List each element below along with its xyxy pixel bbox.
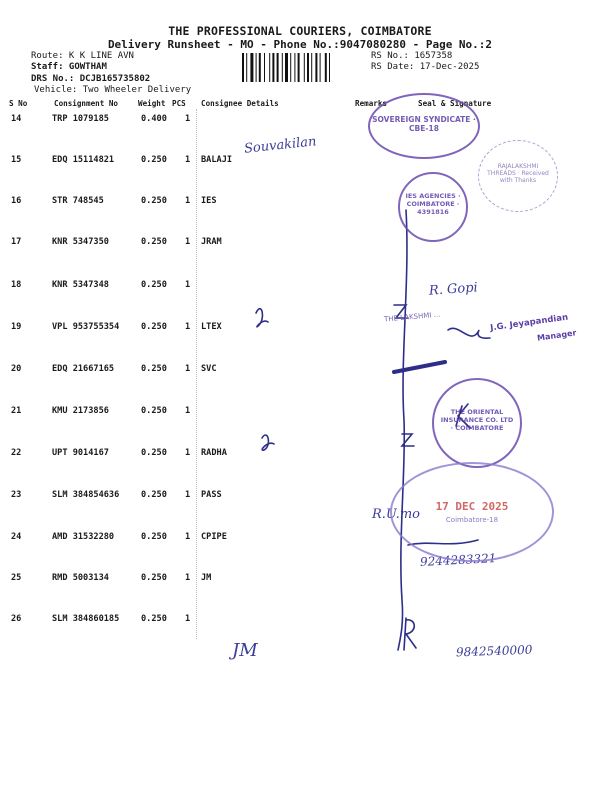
row-sno: 22 <box>11 448 22 458</box>
row-pcs: 1 <box>185 532 191 542</box>
staff-label: Staff: GOWTHAM <box>31 62 107 72</box>
row-weight: 0.250 <box>141 237 167 247</box>
remarks-vertical-stroke <box>398 210 407 650</box>
column-header-weight: Weight <box>138 99 166 108</box>
initial-row19 <box>256 309 268 327</box>
row-pcs: 1 <box>185 406 191 416</box>
phone-row26: 9842540000 <box>455 642 533 660</box>
row-sno: 19 <box>11 322 22 332</box>
row-consignee: CPIPE <box>201 532 227 542</box>
row-consignee: IES <box>201 196 217 206</box>
row-weight: 0.250 <box>141 614 167 624</box>
column-header-seal: Seal & Signature <box>418 99 492 108</box>
document-title: THE PROFESSIONAL COURIERS, COIMBATORE <box>168 24 432 38</box>
column-header-pcs: PCS <box>172 99 186 108</box>
row-pcs: 1 <box>185 490 191 500</box>
row-consignment-no: STR 748545 <box>52 196 104 206</box>
sovereign-stamp <box>368 93 480 159</box>
document-subtitle: Delivery Runsheet - MO - Phone No.:9047080280 - Page No.:2 <box>107 38 493 51</box>
row-sno: 24 <box>11 532 22 542</box>
row-pcs: 1 <box>185 155 191 165</box>
row-pcs: 1 <box>185 280 191 290</box>
date-stamp <box>390 462 554 562</box>
row-sno: 14 <box>11 114 22 124</box>
column-header-consignee: Consignee Details <box>201 99 279 108</box>
row-weight: 0.250 <box>141 448 167 458</box>
manager-stamp: Manager <box>536 328 577 343</box>
lakshmi-stamp-text: THE LAKSHMI ... <box>383 310 441 324</box>
row-sno: 17 <box>11 237 22 247</box>
oriental-stamp-text: THE ORIENTAL INSURANCE CO. LTD · COIMBATORE <box>440 408 514 432</box>
row-sno: 18 <box>11 280 22 290</box>
row-consignment-no: KMU 2173856 <box>52 406 109 416</box>
row-weight: 0.250 <box>141 532 167 542</box>
rajalakshmi-stamp-text: RAJALAKSHMI THREADS · Received with Thanks <box>487 163 549 184</box>
row-consignment-no: EDQ 15114821 <box>52 155 115 165</box>
row-pcs: 1 <box>185 573 191 583</box>
row-sno: 20 <box>11 364 22 374</box>
row-weight: 0.250 <box>141 364 167 374</box>
scribble-row19 <box>448 328 490 338</box>
row-consignment-no: TRP 1079185 <box>52 114 109 124</box>
signature-row26: JM <box>232 640 258 661</box>
rajalakshmi-stamp <box>478 140 558 212</box>
mark-row26 <box>404 618 416 650</box>
signature-row15: Souvakilan <box>243 134 318 157</box>
row-sno: 25 <box>11 573 22 583</box>
row-weight: 0.250 <box>141 406 167 416</box>
row-consignee: BALAJI <box>201 155 233 165</box>
row-weight: 0.250 <box>141 196 167 206</box>
vehicle-label: Vehicle: Two Wheeler Delivery <box>34 85 192 95</box>
column-header-consignment: Consignment No <box>54 99 119 108</box>
row-pcs: 1 <box>185 322 191 332</box>
row-consignment-no: EDQ 21667165 <box>52 364 115 374</box>
jayapandian-stamp: J.G. Jeyapandian <box>489 312 569 334</box>
row-consignment-no: UPT 9014167 <box>52 448 109 458</box>
sovereign-stamp-text: SOVEREIGN SYNDICATE · CBE-18 <box>372 115 476 133</box>
row-pcs: 1 <box>185 114 191 124</box>
ies-stamp-text: IES AGENCIES · COIMBATORE · 4391816 <box>405 192 461 216</box>
row-consignee: SVC <box>201 364 217 374</box>
row-weight: 0.250 <box>141 573 167 583</box>
row-pcs: 1 <box>185 237 191 247</box>
row-pcs: 1 <box>185 448 191 458</box>
row-weight: 0.400 <box>141 114 167 124</box>
row-consignee: LTEX <box>201 322 222 332</box>
signature-row23: R.U.mo <box>372 507 420 522</box>
row-consignment-no: KNR 5347350 <box>52 237 109 247</box>
phone-row24: 9244283321 <box>419 551 497 569</box>
row-sno: 15 <box>11 155 22 165</box>
ies-agencies-stamp <box>398 172 468 242</box>
signature-row18: R. Gopi <box>428 280 479 299</box>
row-sno: 23 <box>11 490 22 500</box>
oriental-insurance-stamp <box>432 378 522 468</box>
row-sno: 16 <box>11 196 22 206</box>
row-sno: 21 <box>11 406 22 416</box>
row-consignment-no: SLM 384854636 <box>52 490 120 500</box>
row-consignee: RADHA <box>201 448 227 458</box>
date-stamp-sub: Coimbatore-18 <box>445 516 499 524</box>
column-header-remarks: Remarks <box>355 99 388 108</box>
route-label: Route: K K LINE AVN <box>31 51 134 61</box>
row-consignment-no: RMD 5003134 <box>52 573 109 583</box>
row-consignee: PASS <box>201 490 222 500</box>
row-consignment-no: VPL 953755354 <box>52 322 120 332</box>
row-sno: 26 <box>11 614 22 624</box>
rs-date: RS Date: 17-Dec-2025 <box>371 62 480 72</box>
row-pcs: 1 <box>185 364 191 374</box>
column-header-sno: S No <box>9 99 28 108</box>
row-weight: 0.250 <box>141 490 167 500</box>
drs-label: DRS No.: DCJB165735802 <box>31 74 151 84</box>
marker-row20 <box>394 362 445 372</box>
row-pcs: 1 <box>185 196 191 206</box>
row-weight: 0.250 <box>141 322 167 332</box>
row-consignment-no: KNR 5347348 <box>52 280 109 290</box>
row-consignee: JM <box>201 573 212 583</box>
row-consignment-no: AMD 31532280 <box>52 532 115 542</box>
row-weight: 0.250 <box>141 280 167 290</box>
initial-row22 <box>262 435 274 450</box>
row-consignee: JRAM <box>201 237 222 247</box>
row-pcs: 1 <box>185 614 191 624</box>
row-consignment-no: SLM 384860185 <box>52 614 120 624</box>
rs-number: RS No.: 1657358 <box>371 51 453 61</box>
row-weight: 0.250 <box>141 155 167 165</box>
date-stamp-date: 17 DEC 2025 <box>435 500 509 513</box>
